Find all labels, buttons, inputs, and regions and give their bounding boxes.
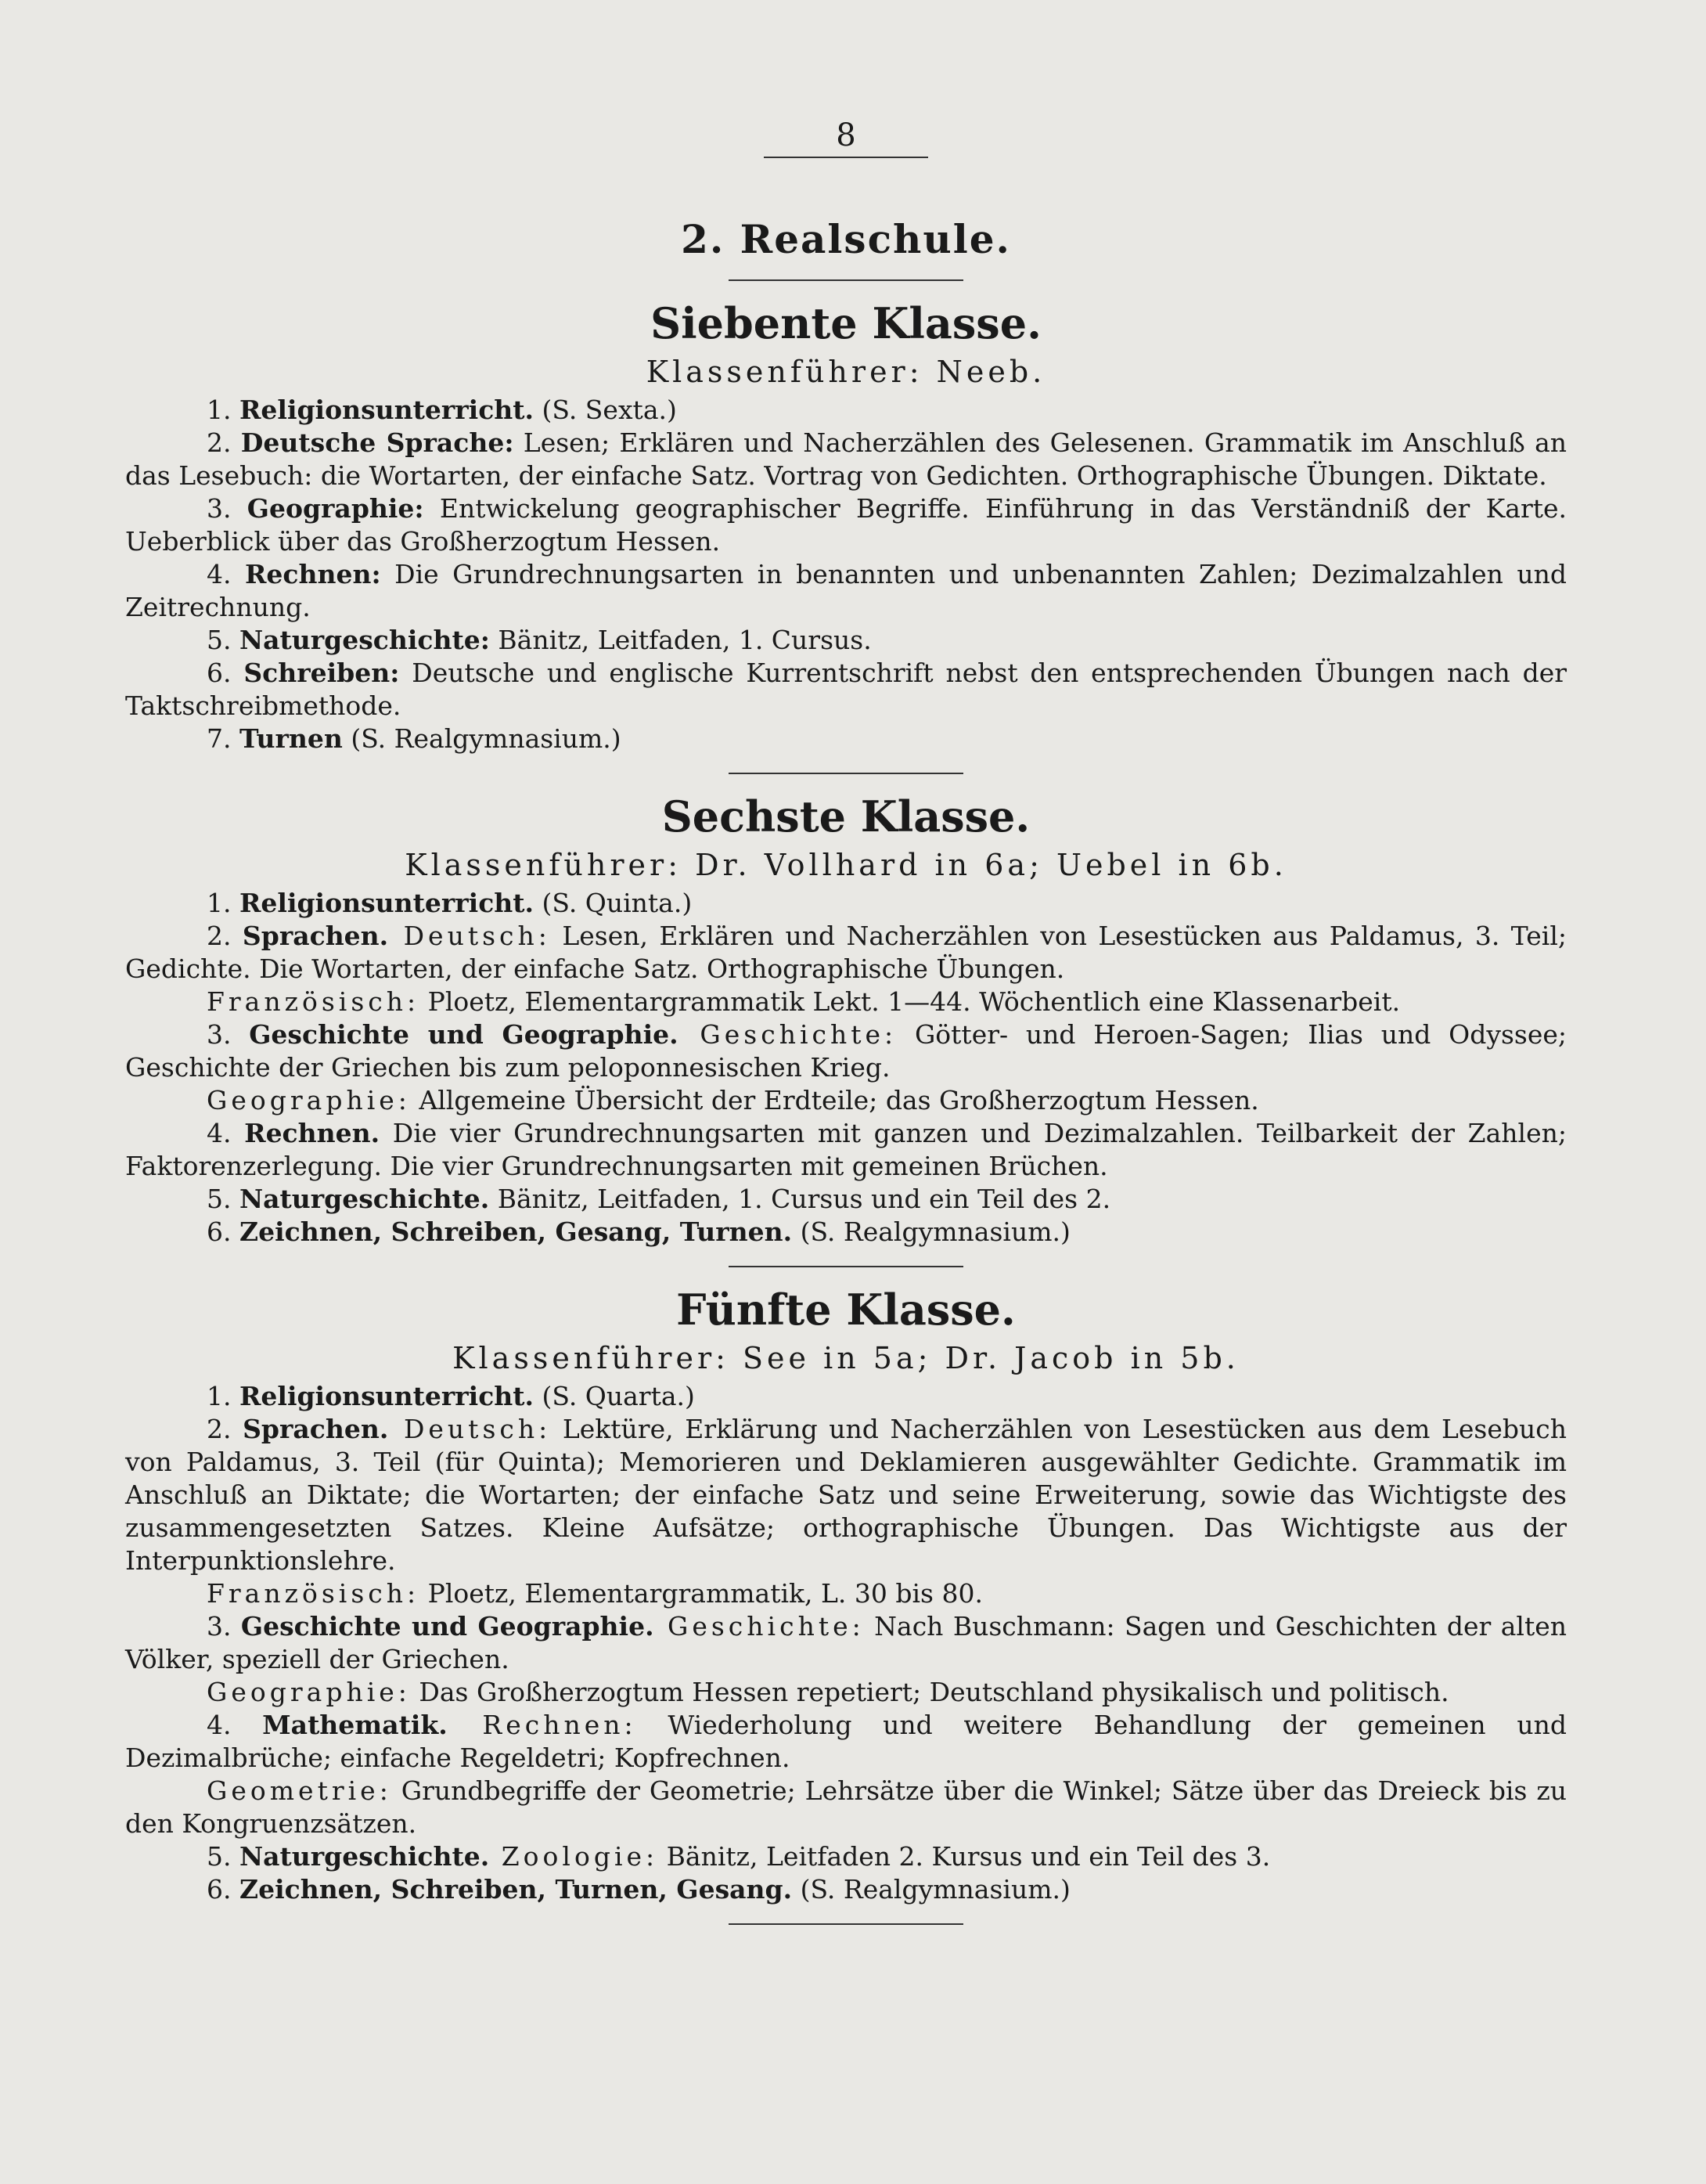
subject-heading: Naturgeschichte:: [239, 625, 490, 655]
item-number: 3.: [207, 1611, 241, 1642]
subject-item: [125, 1577, 1567, 1610]
item-number: 5.: [207, 1841, 239, 1872]
item-number: 4.: [207, 1118, 245, 1148]
subject-text: Ploetz, Elementargrammatik, L. 30 bis 80.: [419, 1578, 983, 1609]
subject-item: [125, 1840, 1567, 1873]
subject-text: Das Großherzogtum Hessen repetiert; Deutschland physikalisch und politisch.: [410, 1677, 1449, 1707]
subsubject-label: Deutsch:: [388, 1414, 552, 1444]
subject-item: [125, 1380, 1567, 1413]
item-number: 4.: [207, 559, 245, 589]
subject-heading: Turnen: [239, 723, 343, 754]
subject-text: Götter- und Heroen-Sagen; Ilias und Odyssee; Geschichte der Griechen bis zum peloponnesischen Krieg.: [125, 1019, 1567, 1083]
subject-heading: Geschichte und Geographie.: [249, 1019, 678, 1050]
subsubject-label: Rechnen:: [447, 1710, 637, 1740]
subject-item: [125, 492, 1567, 558]
subject-text: Bänitz, Leitfaden, 1. Cursus und ein Teil des 2.: [489, 1184, 1111, 1214]
item-number: 1.: [207, 1381, 239, 1411]
subject-text: Entwickelung geographischer Begriffe. Einführung in das Verständniß der Karte. Ueberblick über das Großherzogtum Hessen.: [125, 493, 1567, 557]
subject-item: [125, 1775, 1567, 1840]
subject-item: [125, 920, 1567, 986]
subject-item: [125, 624, 1567, 657]
subject-text: Grundbegriffe der Geometrie; Lehrsätze über die Winkel; Sätze über das Dreieck bis zu den Kongruenzsätzen.: [125, 1775, 1567, 1839]
subject-heading: Sprachen.: [243, 1414, 389, 1444]
document-page: [125, 117, 1567, 1942]
subject-text: Lesen, Erklären und Nacherzählen von Lesestücken aus Paldamus, 3. Teil; Gedichte. Die Wortarten, der einfache Satz. Orthographische Übungen.: [125, 921, 1567, 984]
subject-heading: Sprachen.: [242, 921, 389, 951]
item-number: 6.: [207, 1874, 239, 1905]
subject-item: [125, 1183, 1567, 1216]
item-number: 7.: [207, 723, 239, 754]
subject-heading: Mathematik.: [262, 1710, 448, 1740]
subject-heading: Deutsche Sprache:: [240, 427, 514, 458]
class-teacher: Klassenführer: Dr. Vollhard in 6a; Uebel in 6b.: [405, 848, 1287, 882]
subject-item: [125, 394, 1567, 427]
subject-item: [125, 1084, 1567, 1117]
subject-text: (S. Sexta.): [534, 395, 677, 425]
subject-text: Die vier Grundrechnungsarten mit ganzen und Dezimalzahlen. Teilbarkeit der Zahlen; Faktorenzerlegung. Die vier Grundrechnungsarten mit gemeinen Brüchen.: [125, 1118, 1567, 1181]
subject-item: [125, 1117, 1567, 1183]
subject-text: (S. Realgymnasium.): [792, 1216, 1071, 1247]
page-number: 8: [836, 117, 856, 153]
subsubject-label: Geographie:: [207, 1677, 411, 1707]
subject-item: [125, 558, 1567, 624]
subsubject-label: Geometrie:: [207, 1775, 392, 1806]
subject-item: [125, 1610, 1567, 1676]
item-number: 1.: [207, 395, 239, 425]
subsubject-label: Französisch:: [207, 986, 420, 1017]
subject-item: [125, 427, 1567, 492]
subject-text: Die Grundrechnungsarten in benannten und unbenannten Zahlen; Dezimalzahlen und Zeitrechnung.: [125, 559, 1567, 622]
divider: [729, 1266, 963, 1267]
divider: [764, 157, 928, 158]
subject-item: [125, 1676, 1567, 1709]
class-title: Fünfte Klasse.: [676, 1285, 1016, 1335]
class-title: Sechste Klasse.: [661, 791, 1031, 842]
item-number: 6.: [207, 658, 244, 688]
subject-heading: Schreiben:: [243, 658, 400, 688]
subject-text: Wiederholung und weitere Behandlung der gemeinen und Dezimalbrüche; einfache Regeldetri; Kopfrechnen.: [125, 1710, 1567, 1773]
subject-text: Nach Buschmann: Sagen und Geschichten der alten Völker, speziell der Griechen.: [125, 1611, 1567, 1674]
class-title: Siebente Klasse.: [650, 298, 1042, 348]
subsubject-label: Französisch:: [207, 1578, 420, 1609]
subject-item: [125, 657, 1567, 723]
subject-heading: Rechnen.: [244, 1118, 380, 1148]
subject-heading: Religionsunterricht.: [239, 888, 534, 918]
item-number: 2.: [207, 427, 241, 458]
subject-heading: Rechnen:: [244, 559, 381, 589]
subject-item: [125, 1216, 1567, 1249]
subject-text: (S. Quinta.): [534, 888, 693, 918]
divider: [729, 279, 963, 281]
item-number: 6.: [207, 1216, 239, 1247]
subject-text: (S. Quarta.): [534, 1381, 695, 1411]
subject-item: [125, 1873, 1567, 1906]
subject-text: (S. Realgymnasium.): [342, 723, 621, 754]
subject-item: [125, 887, 1567, 920]
item-number: 2.: [207, 921, 243, 951]
item-number: 5.: [207, 1184, 239, 1214]
item-number: 3.: [207, 1019, 250, 1050]
subject-heading: Zeichnen, Schreiben, Turnen, Gesang.: [239, 1874, 793, 1905]
item-number: 1.: [207, 888, 239, 918]
subject-heading: Naturgeschichte.: [239, 1184, 490, 1214]
subsubject-label: Zoologie:: [489, 1841, 659, 1872]
main-title: 2. Realschule.: [681, 216, 1011, 262]
subject-item: [125, 1018, 1567, 1084]
subject-text: Allgemeine Übersicht der Erdteile; das Großherzogtum Hessen.: [410, 1085, 1259, 1115]
subject-item: [125, 1709, 1567, 1775]
subject-heading: Geographie:: [247, 493, 424, 524]
subject-text: Bänitz, Leitfaden 2. Kursus und ein Teil des 3.: [658, 1841, 1271, 1872]
subject-text: Lesen; Erklären und Nacherzählen des Gelesenen. Grammatik im Anschluß an das Lesebuch: die Wortarten, der einfache Satz. Vortrag von Gedichten. Orthographische Übungen. Diktate.: [125, 427, 1567, 491]
subject-heading: Geschichte und Geographie.: [240, 1611, 654, 1642]
subject-heading: Religionsunterricht.: [239, 1381, 534, 1411]
class-teacher: Klassenführer: Neeb.: [646, 355, 1046, 389]
subsubject-label: Deutsch:: [388, 921, 551, 951]
subject-text: Lektüre, Erklärung und Nacherzählen von Lesestücken aus dem Lesebuch von Paldamus, 3. Teil (für Quinta); Memorieren und Deklamieren ausgewählter Gedichte. Grammatik im Anschluß an Diktate; die Wortarten; der einfache Satz und seine Erweiterung, sowie das Wichtigste des zusammengesetzten Satzes. Kleine Aufsätze; orthographische Übungen. Das Wichtigste aus der Interpunktionslehre.: [125, 1414, 1567, 1576]
subject-heading: Naturgeschichte.: [239, 1841, 490, 1872]
subject-heading: Zeichnen, Schreiben, Gesang, Turnen.: [239, 1216, 793, 1247]
subject-item: [125, 1413, 1567, 1577]
item-number: 2.: [207, 1414, 243, 1444]
subject-item: [125, 986, 1567, 1018]
divider: [729, 1923, 963, 1925]
divider: [729, 773, 963, 774]
subject-text: Bänitz, Leitfaden, 1. Cursus.: [489, 625, 872, 655]
sections: [125, 298, 1567, 1906]
subject-text: Deutsche und englische Kurrentschrift nebst den entsprechenden Übungen nach der Taktschreibmethode.: [125, 658, 1567, 721]
subject-item: [125, 723, 1567, 755]
subject-text: Ploetz, Elementargrammatik Lekt. 1—44. Wöchentlich eine Klassenarbeit.: [419, 986, 1401, 1017]
subsubject-label: Geschichte:: [678, 1019, 898, 1050]
item-number: 3.: [207, 493, 247, 524]
item-number: 4.: [207, 1710, 263, 1740]
subsubject-label: Geographie:: [207, 1085, 411, 1115]
subject-text: (S. Realgymnasium.): [792, 1874, 1071, 1905]
class-teacher: Klassenführer: See in 5a; Dr. Jacob in 5b.: [452, 1341, 1240, 1375]
subsubject-label: Geschichte:: [653, 1611, 865, 1642]
item-number: 5.: [207, 625, 239, 655]
subject-heading: Religionsunterricht.: [239, 395, 534, 425]
